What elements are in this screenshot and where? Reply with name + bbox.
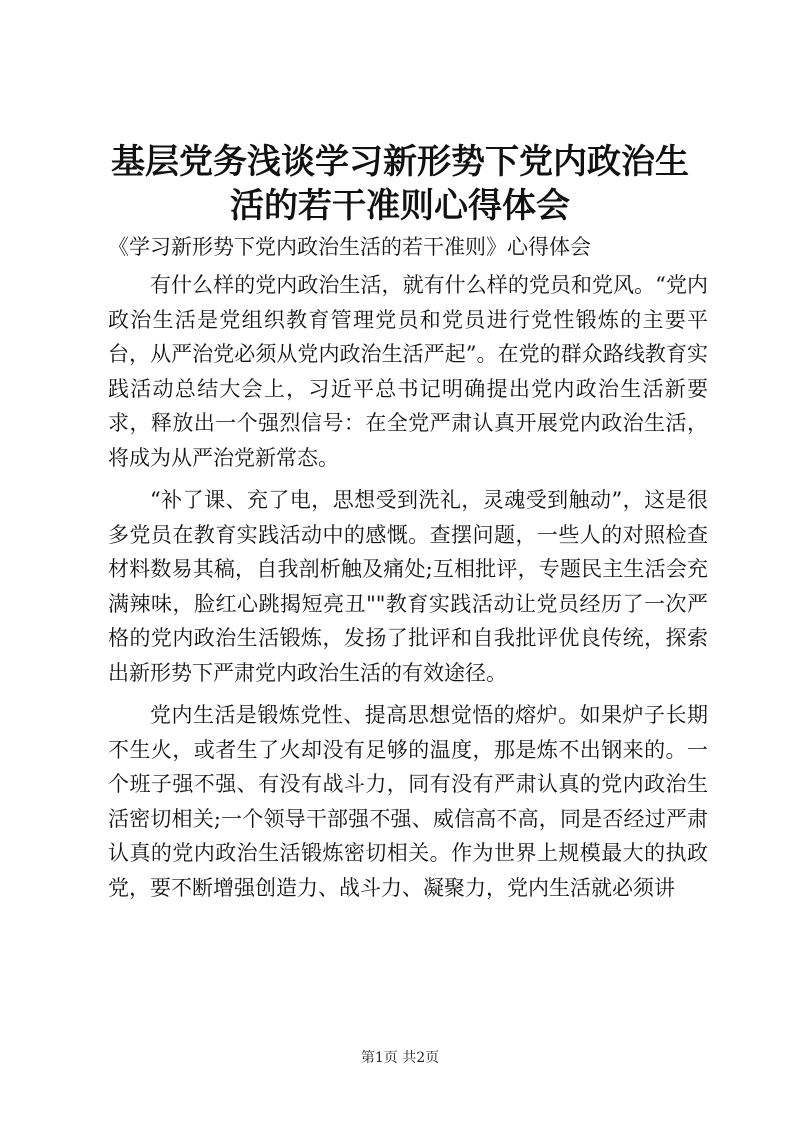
paragraph-2: “补了课、充了电，思想受到洗礼，灵魂受到触动”，这是很多党员在教育实践活动中的感慨。查摆问题，一些人的对照检查材料数易其稿，自我剖析触及痛处;互相批评，专题民主生活会充满辣味，脸红心跳揭短亮丑""教育实践活动让党员经历了一次严格的党内政治生活锻炼，发扬了批评和自我批评优良传统，探索出新形势下严肃党内政治生活的有效途径。 bbox=[108, 488, 708, 685]
document-title: 基层党务浅谈学习新形势下党内政治生活的若干准则心得体会 bbox=[111, 142, 689, 226]
paragraph-3: 党内生活是锻炼党性、提高思想觉悟的熔炉。如果炉子长期不生火，或者生了火却没有足够的温度，那是炼不出钢来的。一个班子强不强、有没有战斗力，同有没有严肃认真的党内政治生活密切相关;一个领导干部强不强、威信高不高，同是否经过严肃认真的党内政治生活锻炼密切相关。作为世界上规模最大的执政党，要不断增强创造力、战斗力、凝聚力，党内生活就必须讲 bbox=[108, 703, 708, 900]
document-body bbox=[108, 268, 708, 913]
page-number-footer: 第1页 共2页 bbox=[360, 1050, 440, 1066]
document-subtitle: 《学习新形势下党内政治生活的若干准则》心得体会 bbox=[108, 235, 591, 259]
paragraph-1: 有什么样的党内政治生活，就有什么样的党员和党风。“党内政治生活是党组织教育管理党员和党员进行党性锻炼的主要平台，从严治党必须从党内政治生活严起”。在党的群众路线教育实践活动总结大会上，习近平总书记明确提出党内政治生活新要求，释放出一个强烈信号：在全党严肃认真开展党内政治生活，将成为从严治党新常态。 bbox=[108, 273, 708, 470]
